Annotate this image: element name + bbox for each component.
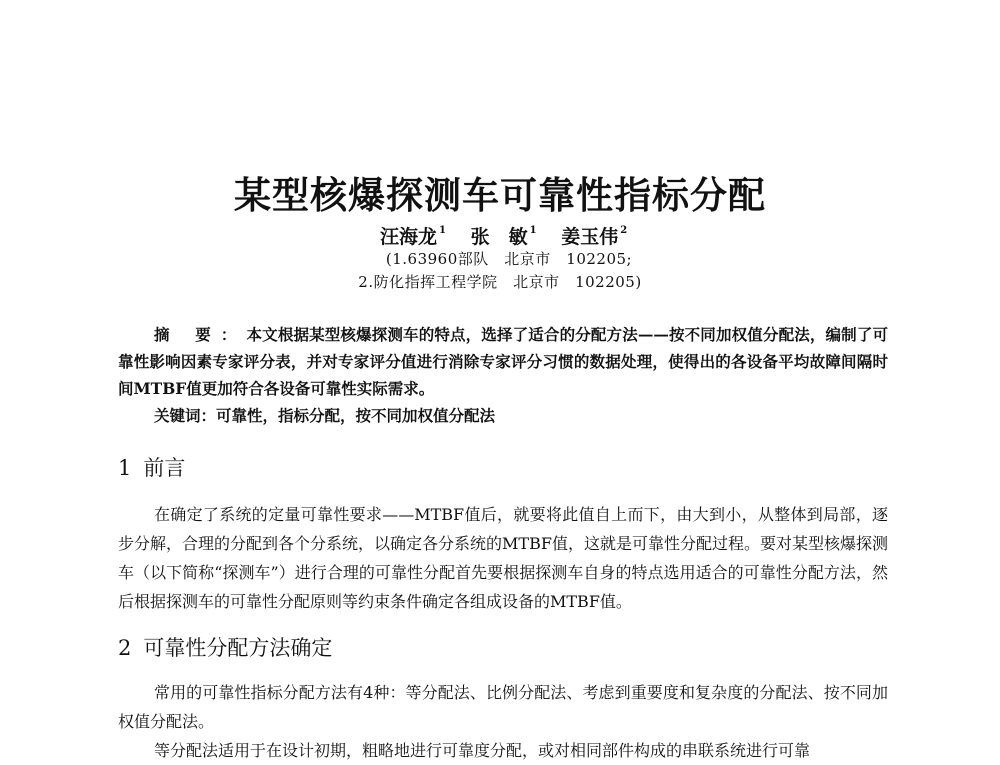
section-heading xyxy=(118,632,332,662)
affiliation-line-1: (1.63960部队 北京市 102205; xyxy=(385,250,633,268)
section-number: 1 xyxy=(118,456,132,480)
abstract-block xyxy=(118,321,888,429)
author: 汪海龙 $^1$ xyxy=(380,225,446,248)
affiliation-marker: 1 xyxy=(529,225,537,236)
section-body xyxy=(118,500,888,616)
affiliation-line-2: 2.防化指挥工程学院 北京市 102205) xyxy=(358,273,642,291)
abstract-paragraph xyxy=(118,321,888,402)
paper-title: 某型核爆探测车可靠性指标分配 xyxy=(234,173,766,217)
affiliation-marker: 2 xyxy=(620,225,628,236)
body-paragraph: 等分配法适用于在设计初期，粗略地进行可靠度分配，或对相同部件构成的串联系统进行可靠 xyxy=(154,741,811,760)
abstract-text: 本文根据某型核爆探测车的特点，选择了适合的分配方法——按不同加权值分配法，编制了可靠性影响因素专家评分表，并对专家评分值进行消除专家评分习惯的数据处理，使得出的各设备平均故障间隔时间MTBF值更加符合各设备可靠性实际需求。 xyxy=(118,325,888,398)
author: 姜玉伟 $^2$ xyxy=(561,225,628,248)
keywords-line xyxy=(118,402,888,429)
author: 张 敏 $^1$ xyxy=(470,225,537,248)
abstract-label: 摘 要： xyxy=(154,325,247,344)
section-number: 2 xyxy=(118,636,132,660)
section-title: 可靠性分配方法确定 xyxy=(143,636,333,660)
affiliation-marker: 1 xyxy=(439,225,446,236)
keywords-text: 可靠性，指标分配，按不同加权值分配法 xyxy=(216,406,496,425)
section-heading xyxy=(118,452,185,482)
body-paragraph: 常用的可靠性指标分配方法有4种：等分配法、比例分配法、考虑到重要度和复杂度的分配法、按不同加权值分配法。 xyxy=(118,683,888,731)
keywords-label: 关键词： xyxy=(154,406,217,425)
section-body xyxy=(118,678,888,765)
author-list xyxy=(380,222,645,249)
body-paragraph: 在确定了系统的定量可靠性要求——MTBF值后，就要将此值自上而下，由大到小，从整体到局部，逐步分解，合理的分配到各个分系统，以确定各分系统的MTBF值，这就是可靠性分配过程。要对某型核爆探测车（以下简称“探测车”）进行合理的可靠性分配首先要根据探测车自身的特点选用适合的可靠性分配方法，然后根据探测车的可靠性分配原则等约束条件确定各组成设备的MTBF值。 xyxy=(118,505,888,611)
section-title: 前言 xyxy=(143,456,186,480)
